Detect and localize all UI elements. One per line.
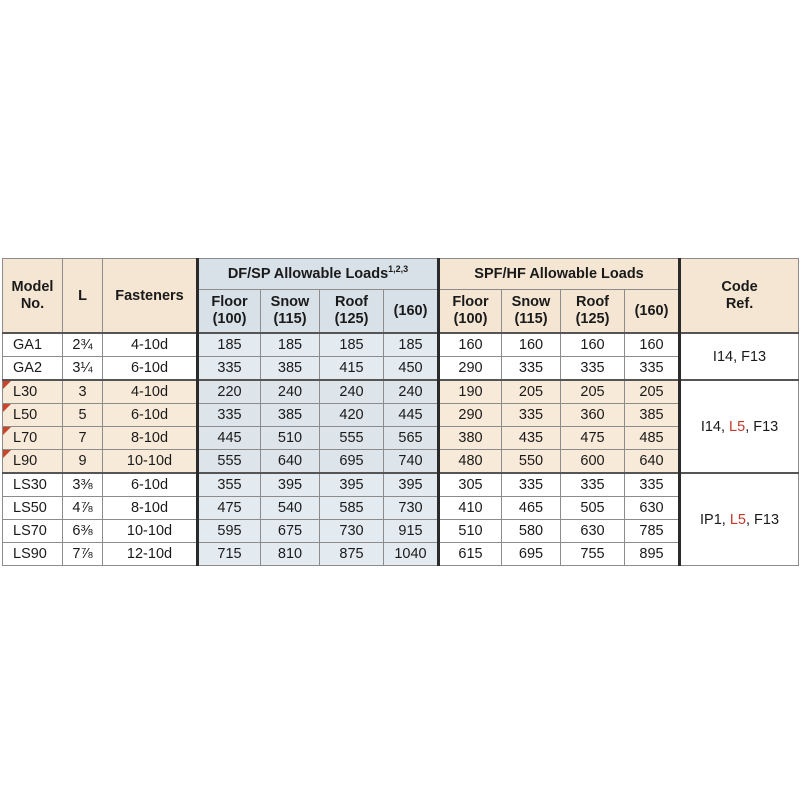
df-load-cell: 715 [198,543,261,566]
df-load-cell: 730 [384,497,439,520]
code-ref-cell [680,380,799,473]
model-label: GA2 [13,360,43,376]
df-load-cell: 395 [320,473,384,497]
df-load-cell: 240 [384,380,439,404]
spf-load-cell: 755 [561,543,625,566]
df-load-cell: 385 [261,404,320,427]
df-load-cell: 395 [261,473,320,497]
spf-load-cell: 480 [439,450,502,474]
df-load-cell: 185 [384,333,439,357]
flag-icon [3,427,11,435]
model-cell [3,333,63,357]
header-spf-hf-allowable-loads: SPF/HF Allowable Loads [439,259,680,290]
table-row [3,404,799,427]
spf-load-cell: 335 [625,473,680,497]
code-ref-text: , F13 [745,418,779,435]
spf-load-cell: 335 [502,404,561,427]
spf-load-cell: 205 [625,380,680,404]
table-row [3,543,799,566]
code-ref-text: I14, [700,418,730,435]
spf-load-cell: 485 [625,427,680,450]
model-cell [3,497,63,520]
model-cell [3,357,63,381]
df-load-cell: 415 [320,357,384,381]
df-load-cell: 740 [384,450,439,474]
model-label: LS50 [13,500,47,516]
spf-load-cell: 785 [625,520,680,543]
code-ref-highlight: L5 [729,418,746,435]
header-model: Model No. [3,259,63,334]
df-load-cell: 355 [198,473,261,497]
table-row [3,333,799,357]
length-cell: 3¼ [63,357,103,381]
spf-load-cell: 335 [625,357,680,381]
model-cell [3,543,63,566]
df-load-cell: 555 [198,450,261,474]
fasteners-cell: 6-10d [103,473,198,497]
df-load-cell: 695 [320,450,384,474]
table-body [3,333,799,566]
df-load-cell: 510 [261,427,320,450]
code-ref-text: I14, F13 [712,348,767,365]
df-load-cell: 240 [261,380,320,404]
table-row [3,450,799,474]
length-cell: 2¾ [63,333,103,357]
length-cell: 6⅜ [63,520,103,543]
spf-load-cell: 465 [502,497,561,520]
header-df-160: (160) [384,290,439,334]
header-df-roof: Roof (125) [320,290,384,334]
model-label: L90 [13,453,38,469]
fasteners-cell: 12-10d [103,543,198,566]
fasteners-cell: 10-10d [103,520,198,543]
model-cell [3,473,63,497]
df-load-cell: 420 [320,404,384,427]
spf-load-cell: 335 [561,473,625,497]
header-length: L [63,259,103,334]
model-cell [3,450,63,474]
fasteners-cell: 6-10d [103,404,198,427]
spf-load-cell: 160 [625,333,680,357]
spf-load-cell: 640 [625,450,680,474]
table-row [3,473,799,497]
header-code-ref: Code Ref. [680,259,799,334]
length-cell: 9 [63,450,103,474]
flag-icon [3,381,11,389]
df-load-cell: 565 [384,427,439,450]
header-spf-160: (160) [625,290,680,334]
length-cell: 3⅜ [63,473,103,497]
header-spf-snow: Snow (115) [502,290,561,334]
spf-load-cell: 160 [439,333,502,357]
spf-load-cell: 630 [561,520,625,543]
length-cell: 4⅞ [63,497,103,520]
code-ref-cell [680,473,799,566]
model-cell [3,380,63,404]
df-load-cell: 555 [320,427,384,450]
table-row [3,357,799,381]
spf-load-cell: 290 [439,357,502,381]
header-df-floor: Floor (100) [198,290,261,334]
model-label: LS90 [13,546,47,562]
df-load-cell: 335 [198,404,261,427]
spf-load-cell: 435 [502,427,561,450]
df-load-cell: 395 [384,473,439,497]
df-load-cell: 385 [261,357,320,381]
df-load-cell: 540 [261,497,320,520]
length-cell: 7 [63,427,103,450]
spf-load-cell: 290 [439,404,502,427]
length-cell: 7⅞ [63,543,103,566]
df-load-cell: 1040 [384,543,439,566]
code-ref-cell [680,333,799,380]
spf-load-cell: 600 [561,450,625,474]
header-spf-roof: Roof (125) [561,290,625,334]
fasteners-cell: 10-10d [103,450,198,474]
model-label: L50 [13,407,38,423]
spf-load-cell: 205 [502,380,561,404]
header-spf-floor: Floor (100) [439,290,502,334]
spf-load-cell: 895 [625,543,680,566]
fasteners-cell: 4-10d [103,333,198,357]
spf-load-cell: 160 [502,333,561,357]
length-cell: 3 [63,380,103,404]
model-label: LS30 [13,477,47,493]
df-load-cell: 185 [320,333,384,357]
spf-load-cell: 335 [561,357,625,381]
code-ref-highlight: L5 [729,511,746,528]
spf-load-cell: 510 [439,520,502,543]
spf-load-cell: 380 [439,427,502,450]
code-ref-text: IP1, [700,511,730,528]
table-row [3,497,799,520]
spf-load-cell: 360 [561,404,625,427]
spf-load-cell: 475 [561,427,625,450]
spf-load-cell: 160 [561,333,625,357]
spf-load-cell: 335 [502,473,561,497]
model-label: GA1 [13,337,43,353]
spf-load-cell: 580 [502,520,561,543]
spf-load-cell: 190 [439,380,502,404]
df-load-cell: 730 [320,520,384,543]
flag-icon [3,404,11,412]
fasteners-cell: 8-10d [103,427,198,450]
model-cell [3,404,63,427]
spf-load-cell: 335 [502,357,561,381]
table-row [3,380,799,404]
header-df-sp-allowable-loads: DF/SP Allowable Loads$^{1,2,3}$ [198,259,439,290]
spf-load-cell: 205 [561,380,625,404]
spf-load-cell: 550 [502,450,561,474]
table-row [3,427,799,450]
spf-load-cell: 630 [625,497,680,520]
model-label: LS70 [13,523,47,539]
fasteners-cell: 4-10d [103,380,198,404]
allowable-loads-table [2,258,799,566]
model-cell [3,427,63,450]
df-load-cell: 810 [261,543,320,566]
df-load-cell: 640 [261,450,320,474]
fasteners-cell: 6-10d [103,357,198,381]
spf-load-cell: 305 [439,473,502,497]
spf-load-cell: 615 [439,543,502,566]
table-row [3,520,799,543]
df-load-cell: 475 [198,497,261,520]
spf-load-cell: 695 [502,543,561,566]
df-load-cell: 445 [384,404,439,427]
df-load-cell: 915 [384,520,439,543]
df-load-cell: 185 [261,333,320,357]
df-load-cell: 185 [198,333,261,357]
df-load-cell: 220 [198,380,261,404]
df-load-cell: 595 [198,520,261,543]
code-ref-text: , F13 [745,511,780,528]
fasteners-cell: 8-10d [103,497,198,520]
model-label: L30 [13,384,38,400]
spf-load-cell: 410 [439,497,502,520]
df-load-cell: 875 [320,543,384,566]
spf-load-cell: 505 [561,497,625,520]
model-cell [3,520,63,543]
df-load-cell: 675 [261,520,320,543]
df-load-cell: 445 [198,427,261,450]
length-cell: 5 [63,404,103,427]
df-load-cell: 335 [198,357,261,381]
df-load-cell: 585 [320,497,384,520]
spf-load-cell: 385 [625,404,680,427]
model-label: L70 [13,430,38,446]
df-load-cell: 240 [320,380,384,404]
header-df-snow: Snow (115) [261,290,320,334]
flag-icon [3,450,11,458]
header-fasteners: Fasteners [103,259,198,334]
df-load-cell: 450 [384,357,439,381]
